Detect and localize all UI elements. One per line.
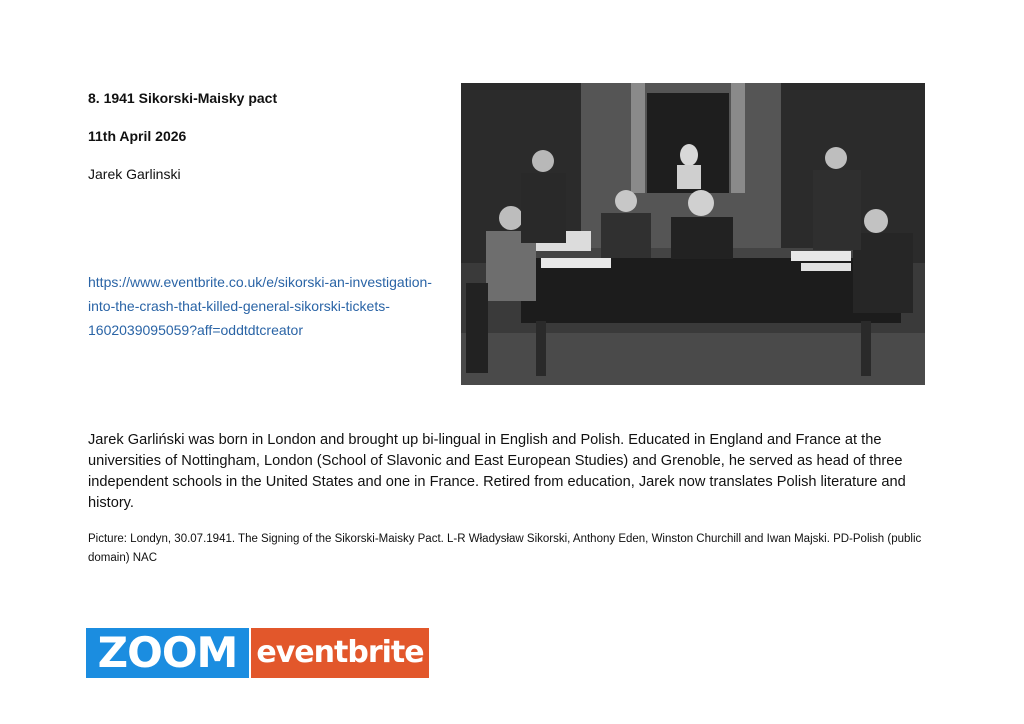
- eventbrite-link[interactable]: https://www.eventbrite.co.uk/e/sikorski-an-investigation-into-the-crash-that-killed-general-sikorski-tickets-1602039095059?aff=oddtdtcreator: [88, 274, 432, 338]
- zoom-logo: [86, 628, 249, 678]
- zoom-logo-text: ZOOM: [97, 628, 238, 677]
- speaker-bio: Jarek Garliński was born in London and brought up bi-lingual in English and Polish. Educated in England and France at the universities of Nottingham, London (School of Slavonic and East European Studies) and Grenoble, he served as head of three independent schools in the United States and one in France. Retired from education, Jarek now translates Polish literature and history.: [88, 432, 906, 511]
- event-date: 11th April 2026: [88, 128, 187, 144]
- historical-photo: [461, 83, 925, 385]
- eventbrite-logo: [251, 628, 429, 678]
- event-title: 8. 1941 Sikorski-Maisky pact: [88, 90, 278, 106]
- eventbrite-logo-text: eventbrite: [256, 635, 424, 670]
- photo-caption: Picture: Londyn, 30.07.1941. The Signing of the Sikorski-Maisky Pact. L-R Władysław Sikorski, Anthony Eden, Winston Churchill and Iwan Majski. PD-Polish (public domain) NAC: [88, 533, 922, 564]
- speaker-name: Jarek Garlinski: [88, 166, 181, 182]
